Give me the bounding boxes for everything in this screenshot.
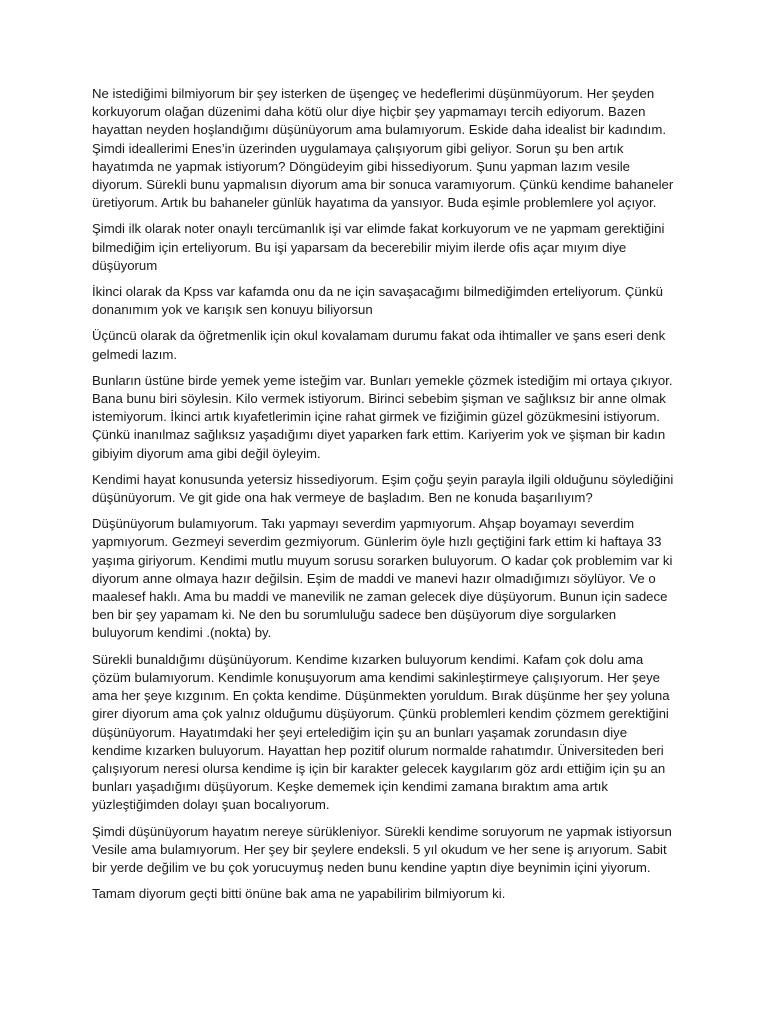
paragraph: Şimdi düşünüyorum hayatım nereye sürükleniyor. Sürekli kendime soruyorum ne yapmak istiyorsun Vesile ama bulamıyorum. Her şey bir şeylere endeksli. 5 yıl okudum ve her sene iş arıyorum. Sabit bir yerde değilim ve bu çok yorucuymuş neden bunu kendine yaptın diye beynimin içini yiyorum.	[92, 823, 672, 875]
paragraph: Sürekli bunaldığımı düşünüyorum. Kendime kızarken buluyorum kendimi. Kafam çok dolu ama çözüm bulamıyorum. Kendimle konuşuyorum ama kendimi sakinleştirmeye çalışıyorum. Her şeye ama her şeye kızgınım. En çokta kendime. Düşünmekten yoruldum. Bırak düşünme her şey yoluna girer diyorum ama çok yalnız olduğumu düşüyorum. Çünkü problemleri kendim çözmem gerektiğini düşünüyorum. Hayatımdaki her şeyi ertelediğim için şu an bunları yaşamak zorundasın diye kendime kızarken buluyorum. Hayattan hep pozitif olurum normalde rahatımdır. Üniversiteden beri çalışıyorum neresi olursa kendime iş için bir karakter gelecek kaygılarım göz ardı ettiğim için şu an bunları yaşadığımı düşüyorum. Keşke dememek için kendimi zamana bıraktım ama artık yüzleştiğimden dolayı şuan bocalıyorum.	[92, 651, 670, 813]
paragraph: Üçüncü olarak da öğretmenlik için okul kovalamam durumu fakat oda ihtimaller ve şans eseri denk gelmedi lazım.	[92, 328, 666, 362]
paragraph: Ne istediğimi bilmiyorum bir şey isterken de üşengeç ve hedeflerimi düşünmüyorum. Her şeyden korkuyorum olağan düzenimi daha kötü olur diye hiçbir şey yapmamayı tercih ediyorum. Bazen hayattan neyden hoşlandığımı düşünüyorum ama bulamıyorum. Eskide daha idealist bir kadındım. Şimdi ideallerimi Enes’in üzerinden uygulamaya çalışıyorum gibi geliyor. Sorun şu ben artık hayatımda ne yapmak istiyorum? Döngüdeyim gibi hissediyorum. Şunu yapman lazım vesile diyorum. Sürekli bunu yapmalısın diyorum ama bir sonuca varamıyorum. Çünkü kendime bahaneler üretiyorum. Artık bu bahaneler günlük hayatıma da yansıyor. Buda eşimle problemlere yol açıyor.	[92, 86, 674, 211]
paragraph: Tamam diyorum geçti bitti önüne bak ama ne yapabilirim bilmiyorum ki.	[92, 886, 506, 902]
paragraph: Bunların üstüne birde yemek yeme isteğim var. Bunları yemekle çözmek istediğim mi ortaya çıkıyor. Bana bunu biri söylesin. Kilo vermek istiyorum. Birinci sebebim şişman ve sağlıksız bir anne olmak istemiyorum. İkinci artık kıyafetlerimin içine rahat girmek ve fiziğimin güzel gözükmesini istiyorum. Çünkü inanılmaz sağlıksız yaşadığımı diyet yaparken fark ettim. Kariyerim yok ve şişman bir kadın gibiyim diyorum ama gibi değil öyleyim.	[92, 372, 673, 461]
paragraph: Şimdi ilk olarak noter onaylı tercümanlık işi var elimde fakat korkuyorum ve ne yapmam gerektiğini bilmediğim için erteliyorum. Bu işi yaparsam da becerebilir miyim ilerde ofis açar mıyım diye düşüyorum	[92, 221, 665, 273]
document-body	[92, 85, 676, 911]
paragraph: İkinci olarak da Kpss var kafamda onu da ne için savaşacağımı bilmediğimden erteliyorum. Çünkü donanımım yok ve karışık sen konuyu biliyorsun	[92, 284, 664, 318]
paragraph: Düşünüyorum bulamıyorum. Takı yapmayı severdim yapmıyorum. Ahşap boyamayı severdim yapmıyorum. Gezmeyi severdim gezmiyorum. Günlerim öyle hızlı geçtiğini fark ettim ki haftaya 33 yaşıma giriyorum. Kendimi mutlu muyum sorusu sorarken buluyorum. O kadar çok problemim var ki diyorum anne olmaya hazır değilsin. Eşim de maddi ve manevi hazır olmadığımızı söylüyor. Ve o maalesef haklı. Ama bu maddi ve manevilik ne zaman gelecek diye düşüyorum. Bunun için sadece ben bir şey yapamam ki. Ne den bu sorumluluğu sadece ben düşüyorum diye sorgularken buluyorum kendimi .(nokta) by.	[92, 516, 673, 641]
paragraph: Kendimi hayat konusunda yetersiz hissediyorum. Eşim çoğu şeyin parayla ilgili olduğunu söylediğini düşünüyorum. Ve git gide ona hak vermeye de başladım. Ben ne konuda başarılıyım?	[92, 471, 674, 506]
